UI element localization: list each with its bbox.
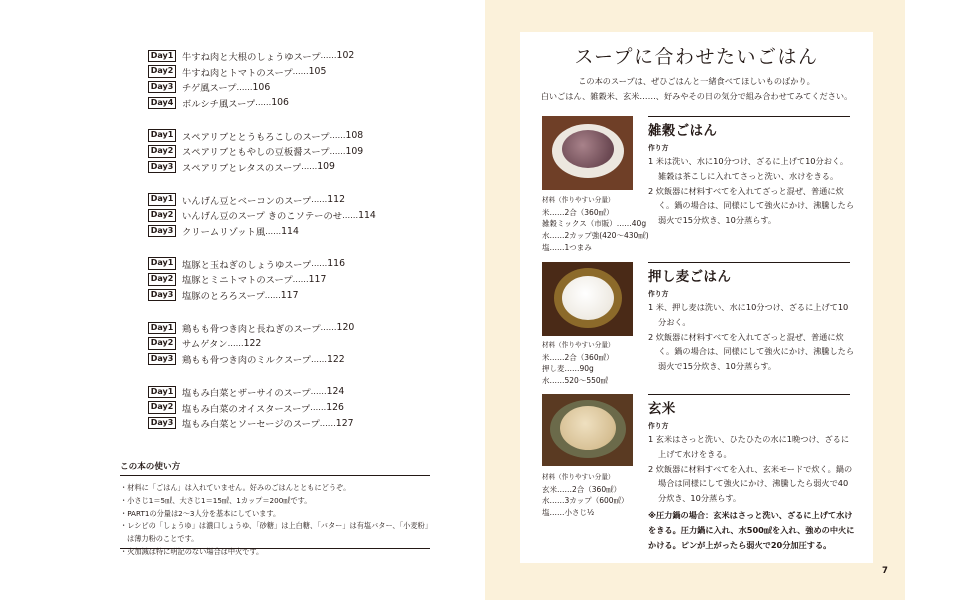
ingredient: 塩……1つまみ — [542, 242, 592, 252]
usage-item: ・PART1の分量は2〜3人分を基本にしています。 — [120, 508, 281, 518]
toc-page: 117 — [280, 289, 299, 301]
toc-group — [148, 256, 438, 303]
toc-title: 塩豚と玉ねぎのしょうゆスープ — [182, 259, 312, 271]
day-badge: Day2 — [148, 209, 176, 222]
toc-entry — [148, 336, 438, 352]
toc-title: 牛すね肉とトマトのスープ — [182, 67, 293, 79]
ingredient: 玄米……2合（360㎖） — [542, 484, 622, 494]
ingredient: 水……2カップ強(420〜430㎖) — [542, 231, 649, 241]
toc-title: 塩もみ白菜とソーセージのスープ — [182, 419, 320, 431]
recipe-rule — [648, 116, 850, 117]
toc-title: 牛すね肉と大根のしょうゆスープ — [182, 51, 321, 63]
day-badge: Day3 — [148, 353, 176, 366]
ingredient: 水……520〜550㎖ — [542, 376, 609, 386]
usage-notes — [120, 460, 430, 559]
card-title: スープに合わせたいごはん — [574, 46, 819, 68]
toc-entry — [148, 415, 438, 431]
toc-title: いんげん豆のスープ きのこソテーのせ — [182, 211, 343, 223]
leader-dots: …… — [310, 403, 327, 413]
page-margin — [905, 0, 970, 600]
toc-page: 120 — [336, 322, 355, 334]
toc-entry — [148, 256, 438, 272]
method-heading: 作り方 — [648, 144, 669, 152]
day-badge: Day3 — [148, 161, 176, 174]
toc-group — [148, 384, 438, 431]
leader-dots: …… — [329, 146, 346, 156]
method-step: 1 玄米はさっと洗い、ひたひたの水に1晩つけ、ざるに上げて水けをきる。 — [648, 434, 850, 459]
toc-group — [148, 320, 438, 367]
ingredient: 塩……小さじ½ — [542, 508, 595, 518]
leader-dots: …… — [320, 51, 337, 61]
toc-title: 塩もみ白菜のオイスタースープ — [182, 403, 311, 415]
day-badge: Day3 — [148, 289, 176, 302]
day-badge: Day2 — [148, 401, 176, 414]
toc-entry — [148, 143, 438, 159]
leader-dots: …… — [329, 131, 346, 141]
toc-page: 124 — [326, 386, 345, 398]
toc-page: 106 — [271, 97, 289, 109]
method-step: 2 炊飯器に材料すべてを入れてざっと混ぜ、普通に炊く。鍋の場合は、同様にして強火にかけ、沸騰したら弱火で15分炊き、10分蒸らす。 — [648, 185, 855, 226]
leader-dots: …… — [265, 226, 282, 236]
day-badge: Day4 — [148, 97, 176, 110]
intro-line-1: この本のスープは、ぜひごはんと一緒食べてほしいものばかり。 — [578, 76, 815, 86]
usage-title: この本の使い方 — [120, 460, 430, 476]
toc-entry — [148, 192, 438, 208]
recipe-method — [648, 142, 856, 228]
toc-page: 109 — [317, 161, 335, 173]
toc-page: 122 — [326, 353, 345, 365]
toc-group — [148, 192, 438, 239]
leader-dots: …… — [342, 210, 359, 220]
ingredient: 雑穀ミックス（市販）……40g — [542, 219, 647, 229]
toc-title: 塩もみ白菜とザーサイのスープ — [182, 387, 311, 399]
card-intro — [520, 74, 873, 104]
leader-dots: …… — [319, 418, 336, 428]
toc-page: 117 — [308, 273, 327, 285]
toc-title: 鶏もも骨つき肉のミルクスープ — [182, 355, 311, 367]
usage-item: ・火加減は特に明記のない場合は中火です。 — [120, 546, 264, 556]
toc-page: 102 — [336, 50, 355, 62]
toc-title: スペアリブとレタスのスープ — [182, 162, 302, 174]
toc-entry — [148, 400, 438, 416]
toc-entry — [148, 128, 438, 144]
table-of-contents — [148, 48, 438, 448]
toc-title: スペアリブともやしの豆板醤スープ — [182, 147, 330, 159]
toc-entry — [148, 223, 438, 239]
toc-entry — [148, 287, 438, 303]
day-badge: Day2 — [148, 65, 176, 78]
toc-entry — [148, 159, 438, 175]
recipe-name: 雑穀ごはん — [648, 124, 718, 139]
toc-title: チゲ風スープ — [182, 83, 237, 95]
toc-entry — [148, 384, 438, 400]
toc-entry — [148, 64, 438, 80]
toc-page: 127 — [335, 417, 354, 429]
day-badge: Day1 — [148, 322, 176, 335]
leader-dots: …… — [292, 67, 309, 77]
pressure-cooker-note: ※圧力鍋の場合：玄米はさっと洗い、ざるに上げて水けをきる。圧力鍋に入れ、水500㎖を入れ、強めの中火にかける。ピンが上がったら弱火で20分加圧する。 — [648, 510, 855, 550]
usage-item: ・レシピの「しょうゆ」は濃口しょうゆ、「砂糖」は上白糖、「バター」は有塩バター、「小麦粉」は薄力粉のことです。 — [120, 521, 429, 544]
page-number: 7 — [882, 566, 888, 576]
leader-dots: …… — [255, 98, 272, 108]
leader-dots: …… — [236, 82, 253, 92]
toc-entry — [148, 208, 438, 224]
toc-page: 112 — [327, 194, 345, 206]
toc-page: 114 — [358, 209, 376, 221]
recipe-method — [648, 288, 856, 374]
toc-page: 106 — [252, 81, 271, 93]
day-badge: Day2 — [148, 337, 176, 350]
toc-title: サムゲタン — [182, 339, 228, 351]
usage-item: ・小さじ1＝5㎖、大さじ1＝15㎖、1カップ＝200㎖です。 — [120, 495, 312, 505]
toc-entry — [148, 48, 438, 64]
toc-title: ボルシチ風スープ — [182, 98, 256, 110]
ingredient: 押し麦……90g — [542, 364, 594, 374]
recipe-rule — [648, 262, 850, 263]
day-badge: Day3 — [148, 225, 176, 238]
day-badge: Day1 — [148, 129, 176, 142]
toc-group — [148, 48, 438, 111]
oshimugi-photo — [542, 262, 633, 336]
leader-dots: …… — [311, 259, 328, 269]
toc-title: 鶏もも骨つき肉と長ねぎのスープ — [182, 323, 321, 335]
usage-item: ・材料に「ごはん」は入れていません。好みのごはんとともにどうぞ。 — [120, 483, 351, 492]
toc-page: 116 — [327, 258, 345, 270]
toc-entry — [148, 272, 438, 288]
toc-entry — [148, 79, 438, 95]
toc-page: 108 — [345, 130, 364, 142]
zakkoku-photo — [542, 116, 633, 190]
toc-title: 塩豚とミニトマトのスープ — [182, 275, 293, 287]
method-step: 1 米は洗い、水に10分つけ、ざるに上げて10分おく。雑穀は茶こしに入れてさっと洗い、水けをきる。 — [648, 156, 849, 181]
leader-dots: …… — [227, 338, 244, 348]
ingredient: 米……2合（360㎖） — [542, 207, 614, 217]
rice-card — [520, 32, 873, 563]
toc-entry — [148, 95, 438, 111]
leader-dots: …… — [264, 290, 281, 300]
leader-dots: …… — [310, 354, 327, 364]
toc-group — [148, 128, 438, 175]
toc-page: 114 — [281, 225, 299, 237]
ingredients — [542, 195, 649, 254]
method-step: 2 炊飯器に材料すべてを入れてざっと混ぜ、普通に炊く。鍋の場合は、同様にして強火にかけ、沸騰したら弱火で15分炊き、10分蒸らす。 — [648, 331, 855, 372]
day-badge: Day1 — [148, 386, 176, 399]
leader-dots: …… — [301, 162, 318, 172]
toc-entry — [148, 351, 438, 367]
ingredients-heading: 材料（作りやすい分量） — [542, 473, 615, 481]
toc-title: クリームリゾット風 — [182, 227, 266, 239]
leader-dots: …… — [311, 195, 328, 205]
toc-title: 塩豚のとろろスープ — [182, 291, 265, 303]
toc-page: 105 — [308, 66, 327, 78]
ingredients-heading: 材料（作りやすい分量） — [542, 196, 615, 204]
day-badge: Day2 — [148, 273, 176, 286]
ingredients — [542, 340, 615, 387]
toc-title: いんげん豆とベーコンのスープ — [182, 195, 312, 207]
leader-dots: …… — [292, 274, 309, 284]
ingredients — [542, 472, 629, 519]
recipe-method — [648, 420, 856, 506]
ingredient: 水……3カップ（600㎖） — [542, 496, 629, 506]
toc-page: 109 — [345, 145, 364, 157]
method-step: 1 米、押し麦は洗い、水に10分つけ、ざるに上げて10分おく。 — [648, 302, 849, 327]
usage-bottom-rule — [120, 548, 430, 549]
day-badge: Day1 — [148, 193, 176, 206]
genmai-photo — [542, 394, 633, 466]
method-heading: 作り方 — [648, 422, 669, 430]
toc-page: 122 — [243, 337, 262, 349]
recipe-rule — [648, 394, 850, 395]
recipe-name: 押し麦ごはん — [648, 270, 732, 285]
day-badge: Day3 — [148, 81, 176, 94]
day-badge: Day2 — [148, 145, 176, 158]
method-heading: 作り方 — [648, 290, 669, 298]
toc-entry — [148, 320, 438, 336]
day-badge: Day1 — [148, 257, 176, 270]
recipe-name: 玄米 — [648, 402, 676, 417]
ingredient: 米……2合（360㎖） — [542, 352, 614, 362]
leader-dots: …… — [320, 323, 337, 333]
ingredients-heading: 材料（作りやすい分量） — [542, 341, 615, 349]
leader-dots: …… — [310, 387, 327, 397]
day-badge: Day3 — [148, 417, 176, 430]
intro-line-2: 白いごはん、雑穀米、玄米……、好みやその日の気分で組み合わせてみてください。 — [540, 91, 853, 101]
toc-page: 126 — [326, 402, 344, 414]
day-badge: Day1 — [148, 50, 176, 63]
toc-title: スペアリブととうもろこしのスープ — [182, 131, 330, 143]
method-step: 2 炊飯器に材料すべてを入れ、玄米モードで炊く。鍋の場合は同様にして強火にかけ、沸騰したら弱火で40分炊き、10分蒸らす。 — [648, 463, 853, 504]
